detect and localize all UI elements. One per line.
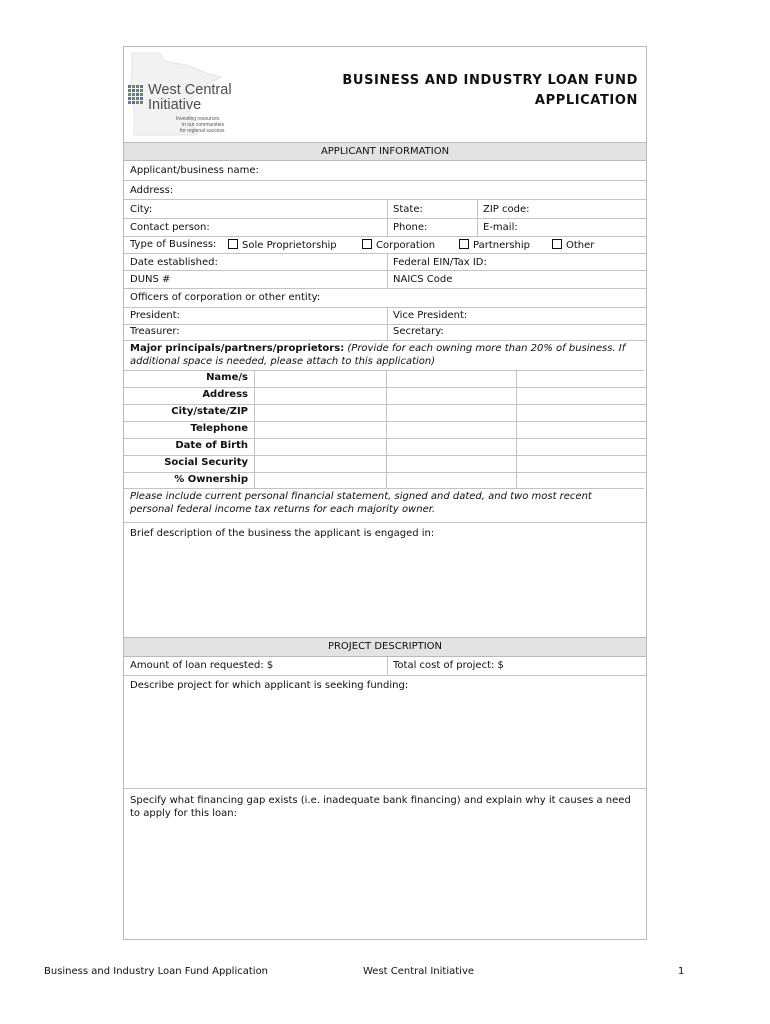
footer-page-number: 1 bbox=[678, 966, 685, 977]
sole-proprietorship-option[interactable]: Sole Proprietorship bbox=[228, 239, 337, 251]
column-divider bbox=[387, 657, 388, 676]
other-checkbox[interactable] bbox=[552, 239, 562, 249]
business-name-row[interactable] bbox=[124, 161, 646, 181]
footer-organization: West Central Initiative bbox=[363, 966, 475, 977]
logo-name-line2: Initiative bbox=[148, 97, 202, 113]
date-established-label[interactable]: Date established: bbox=[130, 257, 218, 268]
column-divider bbox=[387, 200, 388, 237]
financing-gap-label: Specify what financing gap exists (i.e. inadequate bank financing) and explain why it causes a need to apply for this loan: bbox=[130, 795, 631, 819]
corporation-checkbox[interactable] bbox=[362, 239, 372, 249]
president-label[interactable]: President: bbox=[130, 310, 181, 321]
principal-row-address[interactable]: Address bbox=[124, 387, 646, 405]
business-name-label: Applicant/business name: bbox=[130, 165, 259, 176]
column-divider bbox=[477, 200, 478, 237]
business-description-field[interactable] bbox=[124, 522, 646, 638]
partnership-option[interactable]: Partnership bbox=[459, 239, 530, 251]
principal-row-telephone[interactable]: Telephone bbox=[124, 421, 646, 439]
email-label[interactable]: E-mail: bbox=[483, 222, 518, 233]
principal-row-social-security[interactable]: Social Security bbox=[124, 455, 646, 473]
officers-row bbox=[124, 289, 646, 307]
column-divider bbox=[387, 307, 388, 341]
project-description-label: Describe project for which applicant is seeking funding: bbox=[130, 680, 409, 691]
form-title: BUSINESS AND INDUSTRY LOAN FUND APPLICATION bbox=[342, 73, 638, 108]
duns-naics-row bbox=[124, 271, 646, 289]
treasurer-label[interactable]: Treasurer: bbox=[130, 326, 180, 337]
loan-application-form bbox=[123, 46, 647, 940]
date-ein-row bbox=[124, 253, 646, 271]
column-divider bbox=[387, 253, 388, 289]
city-state-zip-row bbox=[124, 200, 646, 219]
officers-label: Officers of corporation or other entity: bbox=[130, 292, 321, 303]
financing-gap-field[interactable] bbox=[124, 789, 646, 939]
financial-statement-note: Please include current personal financial statement, signed and dated, and two most recent personal federal income tax returns for each majority owner. bbox=[130, 491, 592, 515]
phone-label[interactable]: Phone: bbox=[393, 222, 428, 233]
west-central-initiative-logo bbox=[126, 51, 246, 141]
project-description-field[interactable] bbox=[124, 676, 646, 789]
business-type-row bbox=[124, 237, 646, 253]
principals-instructions: Major principals/partners/proprietors: (Provide for each owning more than 20% of business. If additional space is needed, please attach to this application) bbox=[130, 343, 626, 367]
address-row[interactable] bbox=[124, 181, 646, 200]
state-label[interactable]: State: bbox=[393, 204, 423, 215]
duns-label[interactable]: DUNS # bbox=[130, 274, 171, 285]
city-label[interactable]: City: bbox=[130, 204, 153, 215]
principal-row-name[interactable]: Name/s bbox=[124, 370, 646, 388]
footer-document-title: Business and Industry Loan Fund Application bbox=[44, 966, 269, 977]
vice-president-label[interactable]: Vice President: bbox=[393, 310, 468, 321]
sole-proprietorship-checkbox[interactable] bbox=[228, 239, 238, 249]
principal-row-city-state-zip[interactable]: City/state/ZIP bbox=[124, 404, 646, 422]
ein-label[interactable]: Federal EIN/Tax ID: bbox=[393, 257, 487, 268]
principal-row-ownership[interactable]: % Ownership bbox=[174, 474, 248, 485]
partnership-checkbox[interactable] bbox=[459, 239, 469, 249]
loan-amount-label[interactable]: Amount of loan requested: $ bbox=[130, 660, 274, 671]
president-row bbox=[124, 307, 646, 325]
other-option[interactable]: Other bbox=[552, 239, 594, 251]
contact-person-label[interactable]: Contact person: bbox=[130, 222, 210, 233]
secretary-label[interactable]: Secretary: bbox=[393, 326, 444, 337]
business-description-label: Brief description of the business the applicant is engaged in: bbox=[130, 528, 435, 539]
logo-name-line1: West Central bbox=[148, 82, 232, 98]
loan-amount-row bbox=[124, 657, 646, 676]
applicant-info-section-header: APPLICANT INFORMATION bbox=[124, 142, 646, 161]
address-label: Address: bbox=[130, 185, 174, 196]
corporation-option[interactable]: Corporation bbox=[362, 239, 435, 251]
naics-label[interactable]: NAICS Code bbox=[393, 274, 453, 285]
zip-label[interactable]: ZIP code: bbox=[483, 204, 530, 215]
business-type-label: Type of Business: bbox=[130, 239, 217, 250]
principal-row-date-of-birth[interactable]: Date of Birth bbox=[124, 438, 646, 456]
total-cost-label[interactable]: Total cost of project: $ bbox=[393, 660, 504, 671]
treasurer-row bbox=[124, 325, 646, 341]
logo-tagline: Investing resources in our communities for regional success bbox=[176, 116, 225, 134]
project-description-section-header: PROJECT DESCRIPTION bbox=[124, 637, 646, 657]
contact-row bbox=[124, 219, 646, 237]
